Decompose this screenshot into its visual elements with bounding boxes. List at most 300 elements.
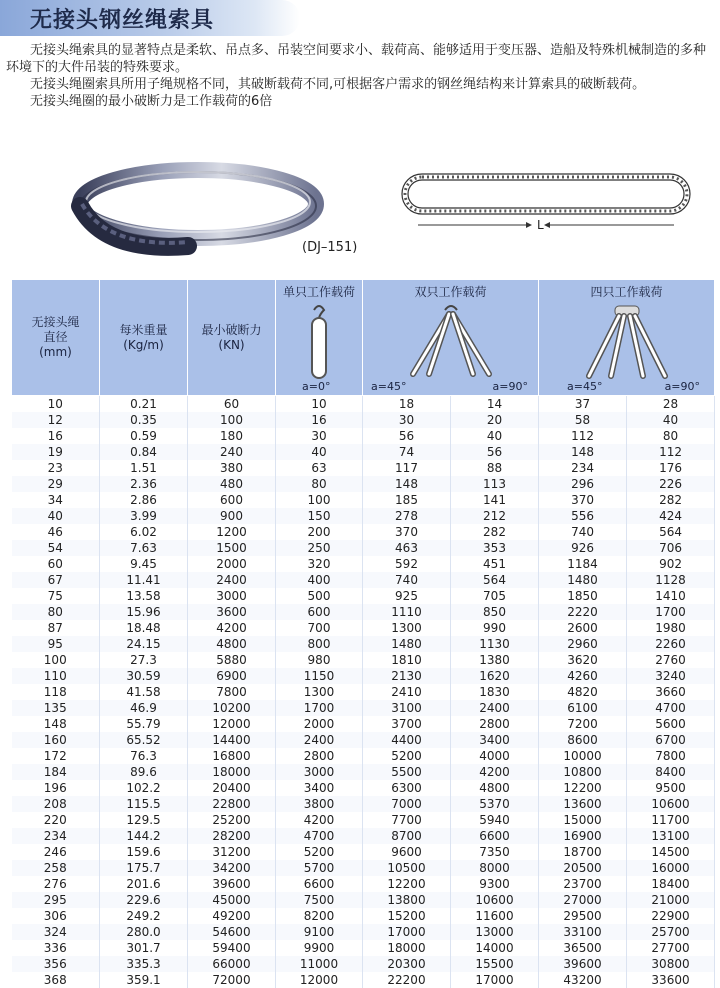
- table-cell: 29500: [539, 908, 627, 924]
- table-cell: 2410: [363, 684, 451, 700]
- table-cell: 3.99: [100, 508, 188, 524]
- table-cell: 600: [276, 604, 363, 620]
- header-min-break-line-2: (KN): [188, 338, 275, 353]
- table-cell: 240: [188, 444, 276, 460]
- table-cell: 89.6: [100, 764, 188, 780]
- table-cell: 27000: [539, 892, 627, 908]
- table-cell: 850: [451, 604, 539, 620]
- table-cell: 6600: [276, 876, 363, 892]
- table-cell: 172: [12, 748, 100, 764]
- table-cell: 30800: [627, 956, 715, 972]
- table-row: [12, 492, 715, 508]
- table-cell: 2260: [627, 636, 715, 652]
- table-cell: 4700: [276, 828, 363, 844]
- table-row: [12, 572, 715, 588]
- table-cell: 160: [12, 732, 100, 748]
- table-cell: 40: [451, 428, 539, 444]
- table-cell: 3660: [627, 684, 715, 700]
- table-cell: 1110: [363, 604, 451, 620]
- table-cell: 380: [188, 460, 276, 476]
- header-double-load: [363, 280, 539, 396]
- table-cell: 740: [363, 572, 451, 588]
- table-cell: 306: [12, 908, 100, 924]
- table-row: [12, 540, 715, 556]
- table-cell: 4800: [451, 780, 539, 796]
- table-cell: 201.6: [100, 876, 188, 892]
- table-cell: 30: [276, 428, 363, 444]
- photo-caption: (DJ–151): [302, 240, 357, 255]
- table-row: [12, 844, 715, 860]
- rope-coil-photo: [68, 160, 338, 260]
- table-cell: 13.58: [100, 588, 188, 604]
- table-cell: 14000: [451, 940, 539, 956]
- table-cell: 3620: [539, 652, 627, 668]
- table-cell: 234: [539, 460, 627, 476]
- table-cell: 14500: [627, 844, 715, 860]
- quad-angle-label-90: a=90°: [665, 380, 700, 393]
- table-cell: 18000: [363, 940, 451, 956]
- table-cell: 1500: [188, 540, 276, 556]
- table-cell: 1700: [276, 700, 363, 716]
- table-row: [12, 780, 715, 796]
- table-cell: 18700: [539, 844, 627, 860]
- table-cell: 56: [451, 444, 539, 460]
- table-cell: 112: [627, 444, 715, 460]
- table-cell: 18: [363, 396, 451, 413]
- table-cell: 25200: [188, 812, 276, 828]
- table-cell: 112: [539, 428, 627, 444]
- table-cell: 592: [363, 556, 451, 572]
- table-cell: 5200: [363, 748, 451, 764]
- table-cell: 200: [276, 524, 363, 540]
- table-cell: 1850: [539, 588, 627, 604]
- table-cell: 451: [451, 556, 539, 572]
- table-cell: 2.36: [100, 476, 188, 492]
- table-row: [12, 620, 715, 636]
- table-cell: 5370: [451, 796, 539, 812]
- single-angle-label: a=0°: [302, 380, 330, 393]
- table-cell: 22200: [363, 972, 451, 988]
- table-cell: 424: [627, 508, 715, 524]
- table-cell: 1410: [627, 588, 715, 604]
- table-cell: 705: [451, 588, 539, 604]
- table-cell: 2000: [276, 716, 363, 732]
- table-row: [12, 636, 715, 652]
- table-cell: 4800: [188, 636, 276, 652]
- table-row: [12, 396, 715, 413]
- table-cell: 3000: [188, 588, 276, 604]
- table-cell: 335.3: [100, 956, 188, 972]
- table-cell: 480: [188, 476, 276, 492]
- table-cell: 9500: [627, 780, 715, 796]
- table-row: [12, 428, 715, 444]
- table-cell: 175.7: [100, 860, 188, 876]
- table-cell: 1.51: [100, 460, 188, 476]
- spec-table-body: [12, 396, 715, 988]
- double-angle-label-45: a=45°: [371, 380, 406, 393]
- table-cell: 234: [12, 828, 100, 844]
- table-cell: 900: [188, 508, 276, 524]
- table-cell: 37: [539, 396, 627, 413]
- table-cell: 5500: [363, 764, 451, 780]
- table-row: [12, 812, 715, 828]
- table-cell: 21000: [627, 892, 715, 908]
- table-cell: 556: [539, 508, 627, 524]
- table-cell: 46: [12, 524, 100, 540]
- table-cell: 41.58: [100, 684, 188, 700]
- header-min-break-line-1: 最小破断力: [188, 323, 275, 338]
- table-cell: 117: [363, 460, 451, 476]
- table-cell: 10600: [627, 796, 715, 812]
- page-title-bar: [0, 0, 300, 36]
- table-cell: 22900: [627, 908, 715, 924]
- table-cell: 13100: [627, 828, 715, 844]
- table-cell: 10500: [363, 860, 451, 876]
- quad-sling-icon: [539, 300, 715, 380]
- table-cell: 7800: [188, 684, 276, 700]
- table-cell: 980: [276, 652, 363, 668]
- table-cell: 250: [276, 540, 363, 556]
- table-cell: 1980: [627, 620, 715, 636]
- table-header-row: [12, 280, 715, 396]
- header-min-break: [188, 280, 276, 396]
- table-cell: 18.48: [100, 620, 188, 636]
- table-cell: 11700: [627, 812, 715, 828]
- table-cell: 8200: [276, 908, 363, 924]
- table-row: [12, 892, 715, 908]
- table-cell: 2800: [276, 748, 363, 764]
- table-row: [12, 700, 715, 716]
- header-single-title: 单只工作载荷: [276, 283, 362, 300]
- table-cell: 6900: [188, 668, 276, 684]
- table-cell: 700: [276, 620, 363, 636]
- table-cell: 80: [12, 604, 100, 620]
- table-cell: 990: [451, 620, 539, 636]
- table-cell: 258: [12, 860, 100, 876]
- table-cell: 14400: [188, 732, 276, 748]
- table-cell: 1128: [627, 572, 715, 588]
- table-cell: 370: [363, 524, 451, 540]
- table-cell: 12000: [188, 716, 276, 732]
- table-cell: 282: [627, 492, 715, 508]
- table-cell: 2760: [627, 652, 715, 668]
- table-cell: 2000: [188, 556, 276, 572]
- table-cell: 27.3: [100, 652, 188, 668]
- table-cell: 28200: [188, 828, 276, 844]
- table-cell: 27700: [627, 940, 715, 956]
- table-cell: 8700: [363, 828, 451, 844]
- header-diameter: [12, 280, 100, 396]
- table-row: [12, 476, 715, 492]
- table-cell: 76.3: [100, 748, 188, 764]
- table-cell: 2400: [276, 732, 363, 748]
- table-cell: 88: [451, 460, 539, 476]
- table-cell: 5200: [276, 844, 363, 860]
- table-cell: 4260: [539, 668, 627, 684]
- table-cell: 925: [363, 588, 451, 604]
- table-cell: 16900: [539, 828, 627, 844]
- table-cell: 13600: [539, 796, 627, 812]
- table-row: [12, 828, 715, 844]
- table-cell: 4700: [627, 700, 715, 716]
- table-row: [12, 876, 715, 892]
- table-cell: 368: [12, 972, 100, 988]
- table-cell: 15.96: [100, 604, 188, 620]
- table-cell: 1480: [539, 572, 627, 588]
- table-cell: 28: [627, 396, 715, 413]
- table-cell: 100: [276, 492, 363, 508]
- intro-text: [6, 42, 714, 110]
- header-weight-line-1: 每米重量: [100, 323, 187, 338]
- table-row: [12, 412, 715, 428]
- table-cell: 370: [539, 492, 627, 508]
- header-diameter-line-1: 无接头绳: [12, 315, 99, 330]
- table-cell: 22800: [188, 796, 276, 812]
- table-cell: 15200: [363, 908, 451, 924]
- table-cell: 59400: [188, 940, 276, 956]
- table-cell: 296: [539, 476, 627, 492]
- table-cell: 324: [12, 924, 100, 940]
- table-cell: 353: [451, 540, 539, 556]
- table-cell: 740: [539, 524, 627, 540]
- table-cell: 95: [12, 636, 100, 652]
- table-cell: 10000: [539, 748, 627, 764]
- length-label: L: [537, 218, 544, 232]
- table-cell: 56: [363, 428, 451, 444]
- table-cell: 43200: [539, 972, 627, 988]
- table-cell: 212: [451, 508, 539, 524]
- table-cell: 3240: [627, 668, 715, 684]
- header-diameter-line-3: (mm): [12, 345, 99, 360]
- table-cell: 75: [12, 588, 100, 604]
- table-cell: 30: [363, 412, 451, 428]
- table-cell: 6300: [363, 780, 451, 796]
- table-cell: 246: [12, 844, 100, 860]
- table-cell: 400: [276, 572, 363, 588]
- table-cell: 280.0: [100, 924, 188, 940]
- table-cell: 336: [12, 940, 100, 956]
- table-cell: 185: [363, 492, 451, 508]
- table-cell: 80: [276, 476, 363, 492]
- table-cell: 4000: [451, 748, 539, 764]
- table-cell: 12200: [539, 780, 627, 796]
- table-cell: 14: [451, 396, 539, 413]
- table-cell: 2130: [363, 668, 451, 684]
- table-row: [12, 684, 715, 700]
- intro-paragraph-3: 无接头绳圈的最小破断力是工作载荷的6倍: [6, 93, 714, 110]
- table-cell: 102.2: [100, 780, 188, 796]
- table-cell: 1200: [188, 524, 276, 540]
- table-cell: 7800: [627, 748, 715, 764]
- table-cell: 29: [12, 476, 100, 492]
- table-cell: 356: [12, 956, 100, 972]
- table-cell: 800: [276, 636, 363, 652]
- double-angle-label-90: a=90°: [493, 380, 528, 393]
- table-cell: 220: [12, 812, 100, 828]
- table-cell: 8600: [539, 732, 627, 748]
- table-cell: 6100: [539, 700, 627, 716]
- table-row: [12, 668, 715, 684]
- table-cell: 282: [451, 524, 539, 540]
- table-cell: 9.45: [100, 556, 188, 572]
- table-cell: 208: [12, 796, 100, 812]
- table-cell: 8000: [451, 860, 539, 876]
- table-cell: 23: [12, 460, 100, 476]
- table-cell: 276: [12, 876, 100, 892]
- table-cell: 24.15: [100, 636, 188, 652]
- table-cell: 3400: [276, 780, 363, 796]
- table-cell: 46.9: [100, 700, 188, 716]
- table-cell: 196: [12, 780, 100, 796]
- table-cell: 2.86: [100, 492, 188, 508]
- grommet-loop-diagram: [398, 170, 694, 232]
- table-cell: 7.63: [100, 540, 188, 556]
- table-cell: 39600: [188, 876, 276, 892]
- table-row: [12, 860, 715, 876]
- table-cell: 7200: [539, 716, 627, 732]
- table-row: [12, 460, 715, 476]
- table-cell: 135: [12, 700, 100, 716]
- table-row: [12, 940, 715, 956]
- table-cell: 8400: [627, 764, 715, 780]
- table-cell: 12: [12, 412, 100, 428]
- table-row: [12, 796, 715, 812]
- table-cell: 180: [188, 428, 276, 444]
- table-cell: 301.7: [100, 940, 188, 956]
- table-cell: 72000: [188, 972, 276, 988]
- table-cell: 16: [12, 428, 100, 444]
- table-cell: 16: [276, 412, 363, 428]
- table-cell: 34: [12, 492, 100, 508]
- table-cell: 118: [12, 684, 100, 700]
- table-cell: 1830: [451, 684, 539, 700]
- table-cell: 16000: [627, 860, 715, 876]
- table-cell: 564: [627, 524, 715, 540]
- table-cell: 4200: [451, 764, 539, 780]
- table-cell: 706: [627, 540, 715, 556]
- table-cell: 184: [12, 764, 100, 780]
- table-cell: 9100: [276, 924, 363, 940]
- table-cell: 33100: [539, 924, 627, 940]
- table-row: [12, 524, 715, 540]
- header-double-title: 双只工作载荷: [363, 283, 538, 300]
- table-cell: 249.2: [100, 908, 188, 924]
- table-cell: 1184: [539, 556, 627, 572]
- intro-paragraph-1: 无接头绳索具的显著特点是柔软、吊点多、吊装空间要求小、载荷高、能够适用于变压器、造船及特殊机械制造的多种环境下的大件吊装的特殊要求。: [6, 42, 714, 76]
- table-cell: 18400: [627, 876, 715, 892]
- table-cell: 5880: [188, 652, 276, 668]
- table-cell: 67: [12, 572, 100, 588]
- table-row: [12, 588, 715, 604]
- table-cell: 33600: [627, 972, 715, 988]
- table-cell: 7350: [451, 844, 539, 860]
- table-cell: 13000: [451, 924, 539, 940]
- table-row: [12, 604, 715, 620]
- table-cell: 6700: [627, 732, 715, 748]
- table-cell: 17000: [363, 924, 451, 940]
- table-cell: 80: [627, 428, 715, 444]
- header-weight: [100, 280, 188, 396]
- table-cell: 463: [363, 540, 451, 556]
- table-cell: 1300: [276, 684, 363, 700]
- table-cell: 54: [12, 540, 100, 556]
- table-cell: 3600: [188, 604, 276, 620]
- table-cell: 6600: [451, 828, 539, 844]
- table-cell: 226: [627, 476, 715, 492]
- table-cell: 4200: [188, 620, 276, 636]
- spec-table: [11, 279, 715, 988]
- table-cell: 600: [188, 492, 276, 508]
- table-cell: 2220: [539, 604, 627, 620]
- table-cell: 15000: [539, 812, 627, 828]
- double-sling-icon: [363, 300, 539, 380]
- header-diameter-line-2: 直径: [12, 330, 99, 345]
- table-cell: 54600: [188, 924, 276, 940]
- table-cell: 229.6: [100, 892, 188, 908]
- header-single-load: [276, 280, 363, 396]
- table-cell: 36500: [539, 940, 627, 956]
- table-cell: 15500: [451, 956, 539, 972]
- table-cell: 1300: [363, 620, 451, 636]
- header-quad-load: [539, 280, 715, 396]
- table-cell: 58: [539, 412, 627, 428]
- table-cell: 19: [12, 444, 100, 460]
- table-cell: 10800: [539, 764, 627, 780]
- table-cell: 12200: [363, 876, 451, 892]
- table-cell: 5940: [451, 812, 539, 828]
- table-cell: 66000: [188, 956, 276, 972]
- table-cell: 159.6: [100, 844, 188, 860]
- table-cell: 12000: [276, 972, 363, 988]
- table-cell: 2400: [188, 572, 276, 588]
- table-cell: 60: [12, 556, 100, 572]
- table-cell: 1620: [451, 668, 539, 684]
- table-cell: 3400: [451, 732, 539, 748]
- table-cell: 11000: [276, 956, 363, 972]
- table-cell: 9300: [451, 876, 539, 892]
- table-cell: 3100: [363, 700, 451, 716]
- table-cell: 1480: [363, 636, 451, 652]
- table-cell: 1130: [451, 636, 539, 652]
- table-cell: 0.21: [100, 396, 188, 413]
- table-cell: 150: [276, 508, 363, 524]
- table-cell: 0.59: [100, 428, 188, 444]
- table-row: [12, 972, 715, 988]
- table-cell: 17000: [451, 972, 539, 988]
- table-cell: 18000: [188, 764, 276, 780]
- table-row: [12, 732, 715, 748]
- header-weight-line-2: (Kg/m): [100, 338, 187, 353]
- table-cell: 39600: [539, 956, 627, 972]
- table-cell: 141: [451, 492, 539, 508]
- table-cell: 115.5: [100, 796, 188, 812]
- table-cell: 34200: [188, 860, 276, 876]
- table-cell: 9600: [363, 844, 451, 860]
- page-title: 无接头钢丝绳索具: [30, 3, 214, 34]
- table-row: [12, 652, 715, 668]
- table-cell: 144.2: [100, 828, 188, 844]
- table-cell: 6.02: [100, 524, 188, 540]
- table-cell: 40: [12, 508, 100, 524]
- table-cell: 0.35: [100, 412, 188, 428]
- single-sling-icon: [276, 300, 363, 380]
- table-cell: 320: [276, 556, 363, 572]
- table-cell: 1380: [451, 652, 539, 668]
- table-cell: 10600: [451, 892, 539, 908]
- table-cell: 2960: [539, 636, 627, 652]
- table-cell: 87: [12, 620, 100, 636]
- table-cell: 100: [12, 652, 100, 668]
